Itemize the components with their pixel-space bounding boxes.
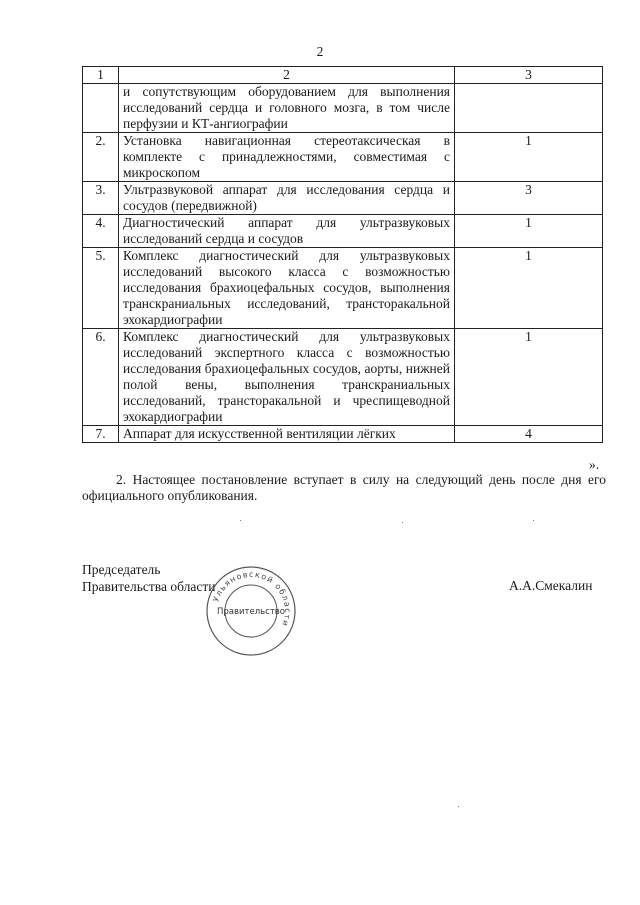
table-row — [83, 329, 603, 426]
row-number: 6. — [83, 329, 119, 426]
table-row — [83, 426, 603, 443]
table-row — [83, 215, 603, 248]
signature-title-line-1: Председатель — [82, 562, 161, 577]
scan-speck — [240, 520, 241, 521]
signature-title — [82, 562, 215, 596]
closing-quote: ». — [589, 457, 600, 472]
row-number: 3. — [83, 182, 119, 215]
table-row — [83, 248, 603, 329]
row-name: Комплекс диагностический для ультразвуковых исследований высокого класса с возможностью исследования брахиоцефальных сосудов, выполнения транскраниальных исследований, трансторакальной эхокардиографии — [119, 248, 455, 329]
official-seal-stamp — [205, 565, 297, 657]
effective-date-paragraph: 2. Настоящее постановление вступает в силу на следующий день после дня его официального опубликования. — [82, 472, 606, 503]
equipment-table — [82, 66, 603, 443]
page-number: 2 — [316, 44, 324, 59]
signature-title-line-2: Правительства области — [82, 579, 216, 594]
row-quantity: 1 — [455, 133, 603, 182]
row-quantity: 1 — [455, 329, 603, 426]
row-number: 5. — [83, 248, 119, 329]
svg-text:Ульяновской области: Ульяновской области — [211, 569, 293, 629]
row-name: Ультразвуковой аппарат для исследования сердца и сосудов (передвижной) — [119, 182, 455, 215]
scan-speck — [458, 806, 459, 807]
row-quantity: 3 — [455, 182, 603, 215]
scan-speck — [402, 522, 403, 523]
table-row — [83, 84, 603, 133]
row-name: Аппарат для искусственной вентиляции лёгких — [119, 426, 455, 443]
row-quantity: 1 — [455, 248, 603, 329]
row-name: Установка навигационная стереотаксическая в комплекте с принадлежностями, совместимая с микроскопом — [119, 133, 455, 182]
header-col-2: 2 — [119, 67, 455, 84]
row-quantity: 1 — [455, 215, 603, 248]
header-col-1: 1 — [83, 67, 119, 84]
row-name: Диагностический аппарат для ультразвуковых исследований сердца и сосудов — [119, 215, 455, 248]
table-row — [83, 133, 603, 182]
row-number: 7. — [83, 426, 119, 443]
row-name: Комплекс диагностический для ультразвуковых исследований экспертного класса с возможностью исследования брахиоцефальных сосудов, аорты, нижней полой вены, выполнения транскраниальных исследований, трансторакальной и чреспищеводной эхокардиографии — [119, 329, 455, 426]
row-quantity — [455, 84, 603, 133]
row-quantity: 4 — [455, 426, 603, 443]
scan-speck — [533, 520, 534, 521]
table-row — [83, 182, 603, 215]
row-number — [83, 84, 119, 133]
row-number: 2. — [83, 133, 119, 182]
header-col-3: 3 — [455, 67, 603, 84]
svg-text:Правительство: Правительство — [217, 607, 285, 617]
signer-name: А.А.Смекалин — [509, 578, 593, 593]
row-number: 4. — [83, 215, 119, 248]
row-name: и сопутствующим оборудованием для выполнения исследований сердца и головного мозга, в том числе перфузии и КТ-ангиографии — [119, 84, 455, 133]
table-header-row — [83, 67, 603, 84]
